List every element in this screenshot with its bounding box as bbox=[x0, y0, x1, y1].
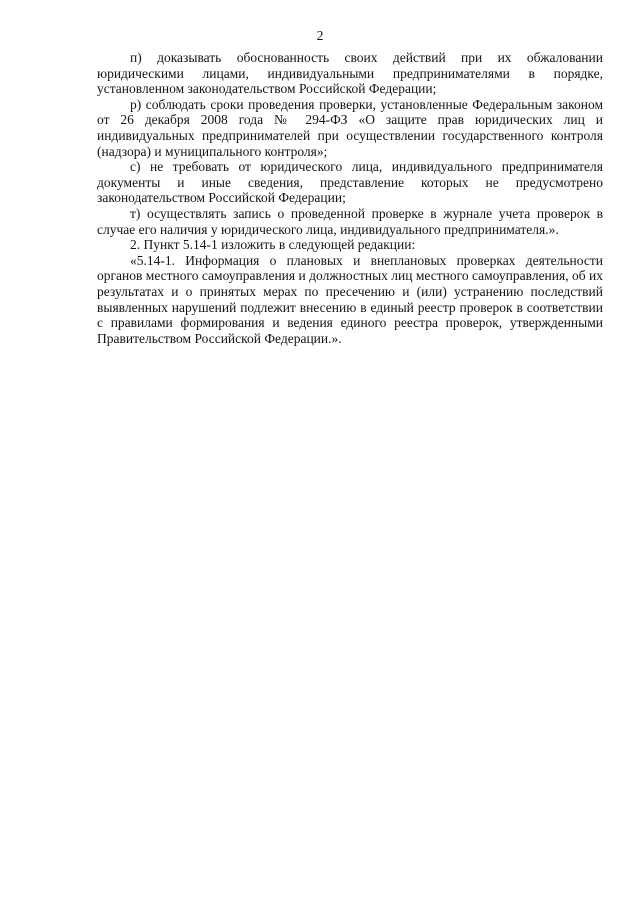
paragraph-item-s: с) не требовать от юридического лица, индивидуального предпринимателя документы и иные сведения, представление которых не предусмотрено законодательством Российской Федерации; bbox=[97, 159, 603, 206]
paragraph-item-t: т) осуществлять запись о проведенной проверке в журнале учета проверок в случае его наличия у юридического лица, индивидуального предпринимателя.». bbox=[97, 205, 603, 237]
document-body bbox=[97, 50, 603, 346]
paragraph-point-2: 2. Пункт 5.14-1 изложить в следующей редакции: bbox=[130, 237, 416, 253]
page-number: 2 bbox=[316, 28, 324, 43]
paragraph-clause-5-14-1: «5.14-1. Информация о плановых и внеплановых проверках деятельности органов местного самоуправления и должностных лиц местного самоуправления, об их результатах и о принятых мерах по пресечению и (или) устранению последствий выявленных нарушений подлежит внесению в единый реестр проверок в соответствии с правилами формирования и ведения единого реестра проверок, утвержденными Правительством Российской Федерации.». bbox=[97, 252, 603, 346]
paragraph-item-r: р) соблюдать сроки проведения проверки, установленные Федеральным законом от 26 декабря 2008 года № 294-ФЗ «О защите прав юридических лиц и индивидуальных предпринимателей при осуществлении государственного контроля (надзора) и муниципального контроля»; bbox=[97, 96, 603, 159]
paragraph-item-p: п) доказывать обоснованность своих действий при их обжаловании юридическими лицами, индивидуальными предпринимателями в порядке, установленном законодательством Российской Федерации; bbox=[97, 50, 603, 97]
